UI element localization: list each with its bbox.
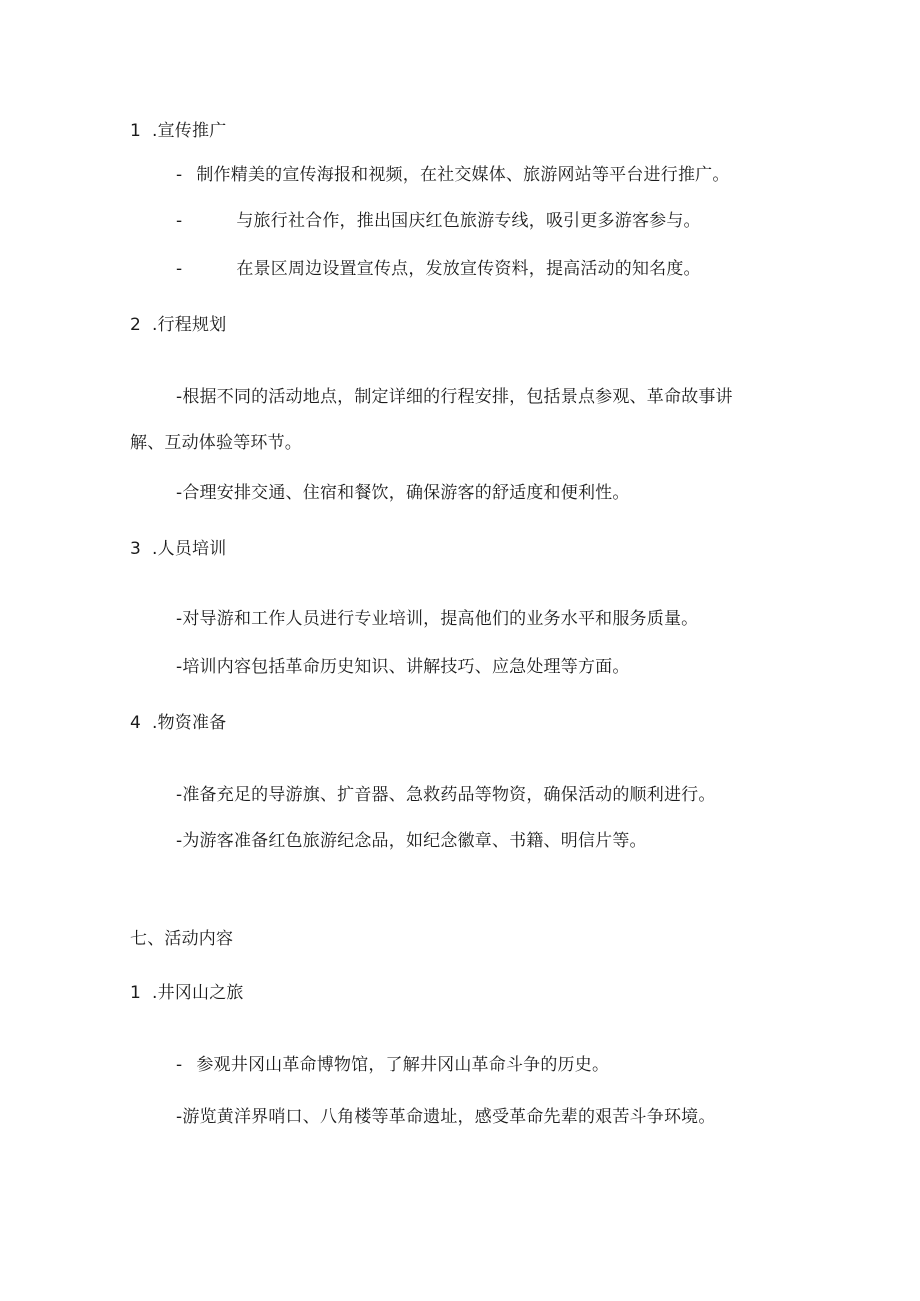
section-heading (130, 982, 244, 1004)
dash-bullet: - (176, 211, 183, 231)
section-title: .宣传推广 (152, 121, 227, 141)
list-item (176, 608, 698, 630)
list-item-text: 参观井冈山革命博物馆，了解井冈山革命斗争的历史。 (196, 1055, 610, 1075)
dash-bullet: - (176, 1107, 183, 1127)
list-item (176, 482, 630, 504)
list-item-continuation (130, 432, 302, 454)
list-item-text: 解、互动体验等环节。 (130, 433, 302, 453)
section-heading (130, 314, 226, 336)
section-number: 3 (130, 539, 142, 559)
dash-bullet: - (176, 165, 183, 185)
section-title: .人员培训 (152, 539, 227, 559)
list-item (176, 386, 733, 408)
list-item (176, 1106, 716, 1128)
section-heading (130, 538, 226, 560)
section-number: 4 (130, 713, 142, 733)
list-item-text: 根据不同的活动地点，制定详细的行程安排，包括景点参观、革命故事讲 (182, 387, 733, 407)
list-item (176, 656, 630, 678)
list-item-text: 培训内容包括革命历史知识、讲解技巧、应急处理等方面。 (182, 657, 630, 677)
list-item (176, 830, 647, 852)
list-item (176, 258, 701, 280)
section-heading (130, 712, 226, 734)
list-item-text: 合理安排交通、住宿和餐饮，确保游客的舒适度和便利性。 (182, 483, 630, 503)
list-item-text: 游览黄洋界哨口、八角楼等革命遗址，感受革命先辈的艰苦斗争环境。 (182, 1107, 716, 1127)
list-item (176, 1054, 609, 1076)
section-heading (130, 120, 226, 142)
section-number: 2 (130, 315, 142, 335)
dash-bullet: - (176, 831, 183, 851)
list-item-text: 为游客准备红色旅游纪念品，如纪念徽章、书籍、明信片等。 (182, 831, 647, 851)
list-item (176, 210, 701, 232)
section-number: 1 (130, 983, 142, 1003)
chapter-title: 七、活动内容 (130, 929, 234, 949)
list-item-text: 制作精美的宣传海报和视频，在社交媒体、旅游网站等平台进行推广。 (196, 165, 730, 185)
section-number: 1 (130, 121, 142, 141)
list-item (176, 784, 716, 806)
list-item-text: 在景区周边设置宣传点，发放宣传资料，提高活动的知名度。 (236, 259, 701, 279)
dash-bullet: - (176, 657, 183, 677)
list-item-text: 与旅行社合作，推出国庆红色旅游专线，吸引更多游客参与。 (236, 211, 701, 231)
list-item-text: 对导游和工作人员进行专业培训，提高他们的业务水平和服务质量。 (182, 609, 699, 629)
dash-bullet: - (176, 1055, 183, 1075)
dash-bullet: - (176, 785, 183, 805)
dash-bullet: - (176, 483, 183, 503)
section-title: .物资准备 (152, 713, 227, 733)
section-title: .行程规划 (152, 315, 227, 335)
dash-bullet: - (176, 387, 183, 407)
section-title: .井冈山之旅 (152, 983, 244, 1003)
list-item-text: 准备充足的导游旗、扩音器、急救药品等物资，确保活动的顺利进行。 (182, 785, 716, 805)
dash-bullet: - (176, 609, 183, 629)
dash-bullet: - (176, 259, 183, 279)
list-item (176, 164, 730, 186)
